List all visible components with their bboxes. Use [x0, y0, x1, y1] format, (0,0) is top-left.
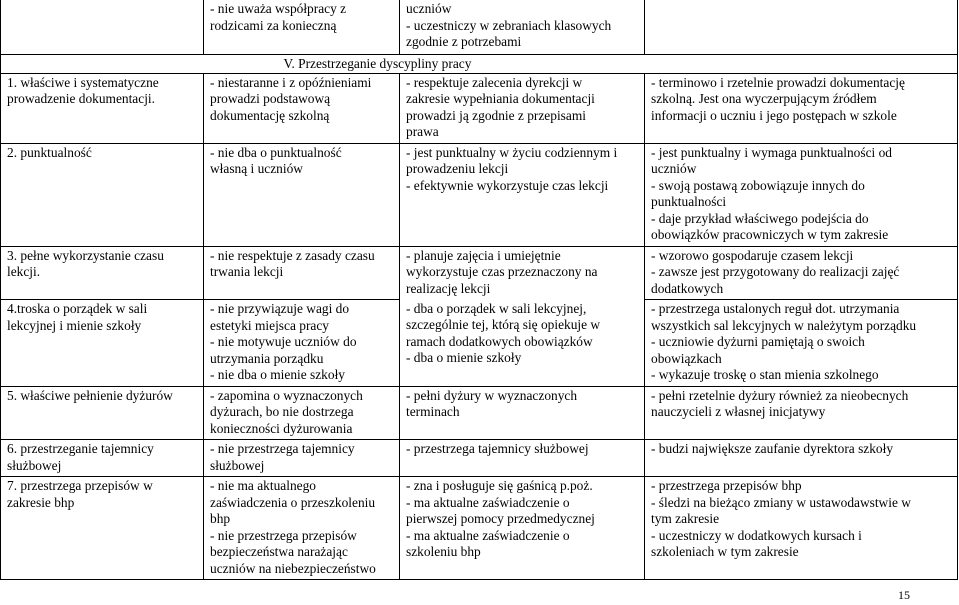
cell-text: uczniów — [406, 1, 452, 16]
section-title: V. Przestrzeganie dyscypliny pracy — [204, 54, 958, 73]
positive-cell: - jest punktualny w życiu codziennym i prowadzeniu lekcji - efektywnie wykorzystuje czas lekcji — [400, 143, 645, 246]
table-cell — [1, 54, 204, 73]
table-row — [1, 0, 958, 54]
positive-cell: - przestrzega tajemnicy służbowej — [400, 440, 645, 477]
page-number: 15 — [898, 588, 910, 602]
criterion-cell: 7. przestrzega przepisów w zakresie bhp — [1, 477, 204, 580]
table-cell — [1, 0, 204, 54]
excellent-cell: - wzorowo gospodaruje czasem lekcji - zawsze jest przygotowany do realizacji zajęć dodatkowych — [645, 246, 958, 300]
table-row — [1, 300, 958, 387]
table-cell — [204, 0, 400, 54]
cell-text: rodzicami za konieczną — [210, 17, 337, 33]
table-cell — [645, 0, 958, 54]
excellent-cell: - budzi największe zaufanie dyrektora szkoły — [645, 440, 958, 477]
negative-cell: - nie respektuje z zasady czasu trwania lekcji — [204, 246, 400, 300]
table-row — [1, 477, 958, 580]
table-row — [1, 73, 958, 143]
positive-cell: - pełni dyżury w wyznaczonych terminach — [400, 386, 645, 440]
negative-cell: - nie przywiązuje wagi do estetyki miejsca pracy - nie motywuje uczniów do utrzymania porządku - nie dba o mienie szkoły — [204, 300, 400, 387]
criterion-cell: 5. właściwe pełnienie dyżurów — [1, 386, 204, 440]
section-header-row — [1, 54, 958, 73]
excellent-cell: - terminowo i rzetelnie prowadzi dokumentację szkolną. Jest ona wyczerpującym źródłem informacji o uczniu i jego postępach w szkole — [645, 73, 958, 143]
cell-text: zgodnie z potrzebami — [406, 34, 522, 49]
table-cell — [400, 0, 645, 54]
cell-text: - nie uważa współpracy z — [210, 1, 347, 16]
excellent-cell: - przestrzega ustalonych reguł dot. utrzymania wszystkich sal lekcyjnych w należytym porządku - uczniowie dyżurni pamiętają o swoich obowiązkach - wykazuje troskę o stan mienia szkolnego — [645, 300, 958, 387]
positive-cell: - zna i posługuje się gaśnicą p.poż. - ma aktualne zaświadczenie o pierwszej pomocy przedmedycznej - ma aktualne zaświadczenie o szkoleniu bhp — [400, 477, 645, 580]
negative-cell: - niestaranne i z opóźnieniami prowadzi podstawową dokumentację szkolną — [204, 73, 400, 143]
negative-cell: - zapomina o wyznaczonych dyżurach, bo nie dostrzega konieczności dyżurowania — [204, 386, 400, 440]
table-row — [1, 143, 958, 246]
criterion-cell: 6. przestrzeganie tajemnicy służbowej — [1, 440, 204, 477]
negative-cell: - nie przestrzega tajemnicy służbowej — [204, 440, 400, 477]
criterion-cell: 1. właściwe i systematyczne prowadzenie dokumentacji. — [1, 73, 204, 143]
positive-cell: - planuje zajęcia i umiejętnie wykorzystuje czas przeznaczony na realizację lekcji — [400, 246, 645, 300]
positive-cell: - respektuje zalecenia dyrekcji w zakresie wypełniania dokumentacji prowadzi ją zgodnie z przepisami prawa — [400, 73, 645, 143]
excellent-cell: - przestrzega przepisów bhp - śledzi na bieżąco zmiany w ustawodawstwie w tym zakresie - uczestniczy w dodatkowych kursach i szkoleniach w tym zakresie — [645, 477, 958, 580]
positive-cell: - dba o porządek w sali lekcyjnej, szczególnie tej, którą się opiekuje w ramach dodatkowych obowiązków - dba o mienie szkoły — [400, 300, 645, 387]
cell-text: - uczestniczy w zebraniach klasowych — [406, 17, 612, 33]
criterion-cell: 3. pełne wykorzystanie czasu lekcji. — [1, 246, 204, 300]
negative-cell: - nie ma aktualnego zaświadczenia o przeszkoleniu bhp - nie przestrzega przepisów bezpieczeństwa narażając uczniów na niebezpieczeństwo — [204, 477, 400, 580]
excellent-cell: - jest punktualny i wymaga punktualności od uczniów - swoją postawą zobowiązuje innych do punktualności - daje przykład właściwego podejścia do obowiązków pracowniczych w tym zakresie — [645, 143, 958, 246]
table-row — [1, 246, 958, 300]
table-row — [1, 386, 958, 440]
table-row — [1, 440, 958, 477]
excellent-cell: - pełni rzetelnie dyżury również za nieobecnych nauczycieli z własnej inicjatywy — [645, 386, 958, 440]
negative-cell: - nie dba o punktualność własną i uczniów — [204, 143, 400, 246]
criterion-cell: 4.troska o porządek w sali lekcyjnej i mienie szkoły — [1, 300, 204, 387]
criterion-cell: 2. punktualność — [1, 143, 204, 246]
